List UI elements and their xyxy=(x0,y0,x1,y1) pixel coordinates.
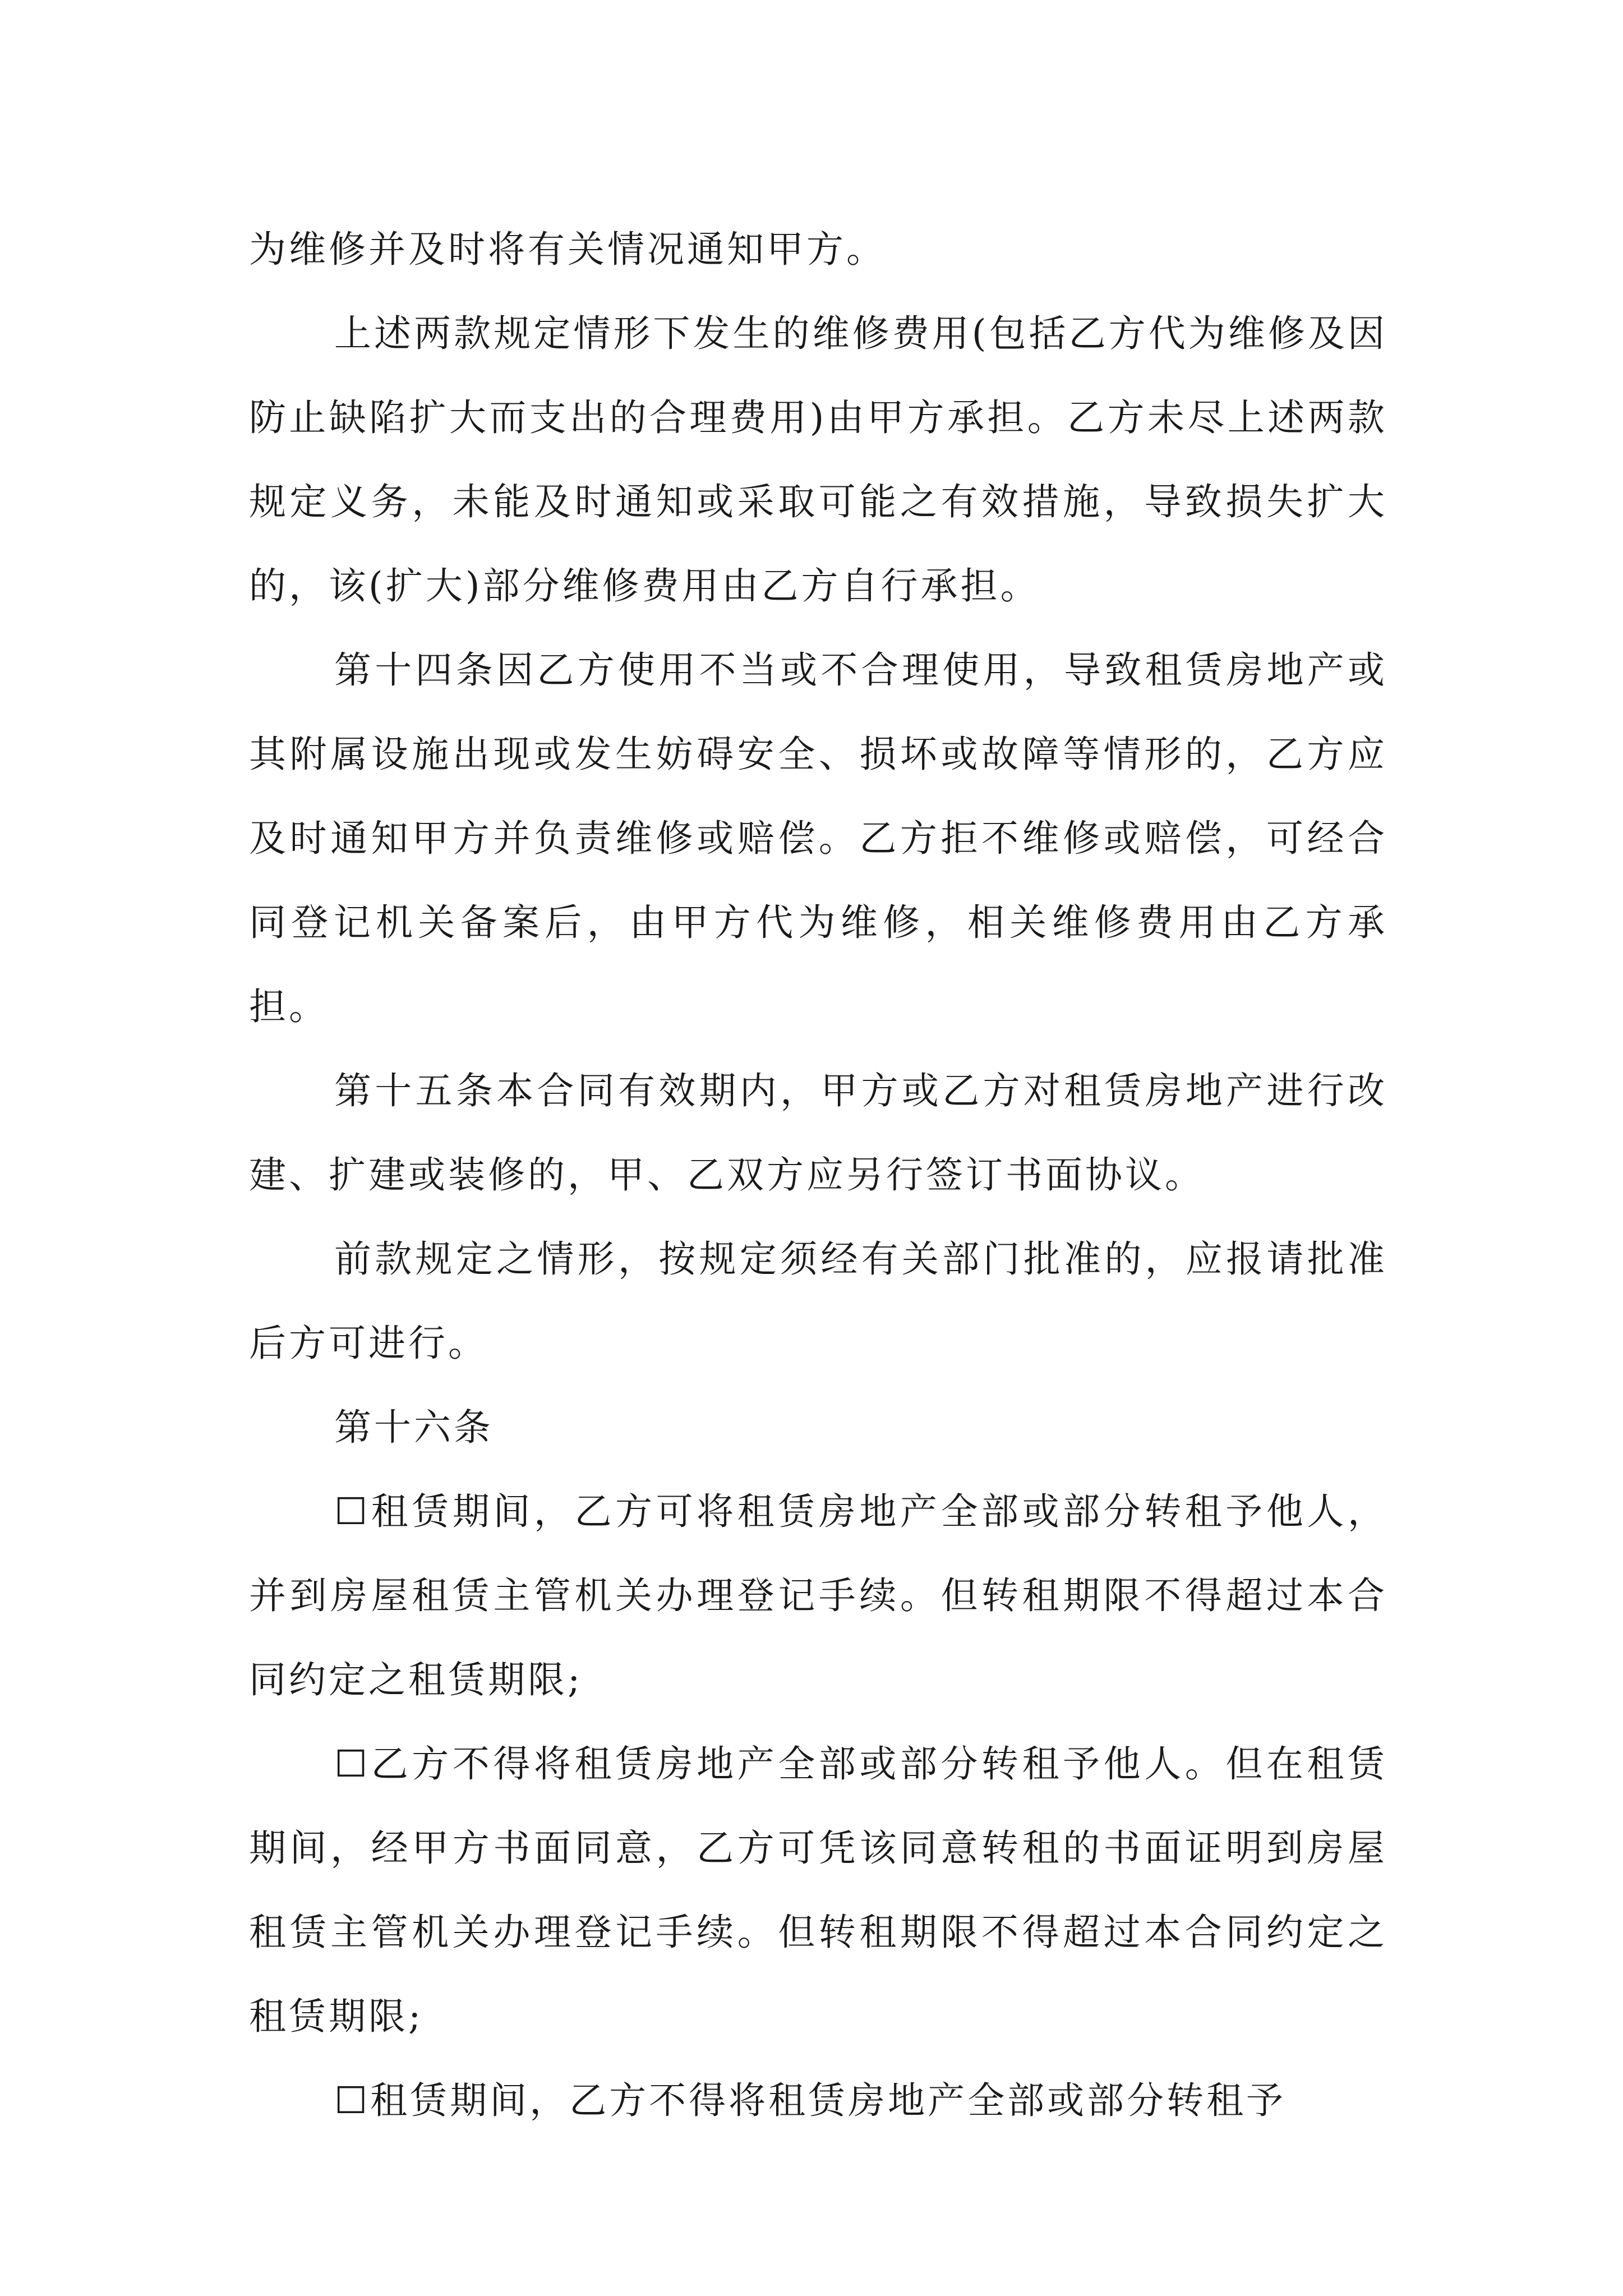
paragraph-repair-costs: 上述两款规定情形下发生的维修费用(包括乙方代为维修及因防止缺陷扩大而支出的合理费用)由甲方承担。乙方未尽上述两款规定义务，未能及时通知或采取可能之有效措施，导致损失扩大的，该(扩大)部分维修费用由乙方自行承担。 xyxy=(249,312,1387,608)
paragraph-article-16-heading: 第十六条 xyxy=(334,1406,494,1449)
paragraph-article-15: 第十五条本合同有效期内，甲方或乙方对租赁房地产进行改建、扩建或装修的，甲、乙双方应另行签订书面协议。 xyxy=(249,1069,1387,1197)
paragraph-option-sublet-forbidden: ☐租赁期间，乙方不得将租赁房地产全部或部分转租予 xyxy=(334,2079,1287,2122)
paragraph-approval: 前款规定之情形，按规定须经有关部门批准的，应报请批准后方可进行。 xyxy=(249,1237,1387,1365)
paragraph-article-14: 第十四条因乙方使用不当或不合理使用，导致租赁房地产或其附属设施出现或发生妨碍安全、损坏或故障等情形的，乙方应及时通知甲方并负责维修或赔偿。乙方拒不维修或赔偿，可经合同登记机关备案后，由甲方代为维修，相关维修费用由乙方承担。 xyxy=(249,648,1387,1028)
paragraph-continuation: 为维修并及时将有关情况通知甲方。 xyxy=(249,228,886,271)
paragraph-option-sublet-allowed: ☐租赁期间，乙方可将租赁房地产全部或部分转租予他人，并到房屋租赁主管机关办理登记手续。但转租期限不得超过本合同约定之租赁期限; xyxy=(249,1490,1387,1701)
paragraph-option-sublet-with-consent: ☐乙方不得将租赁房地产全部或部分转租予他人。但在租赁期间，经甲方书面同意，乙方可凭该同意转租的书面证明到房屋租赁主管机关办理登记手续。但转租期限不得超过本合同约定之租赁期限; xyxy=(249,1742,1387,2038)
document-body xyxy=(249,208,1387,2143)
